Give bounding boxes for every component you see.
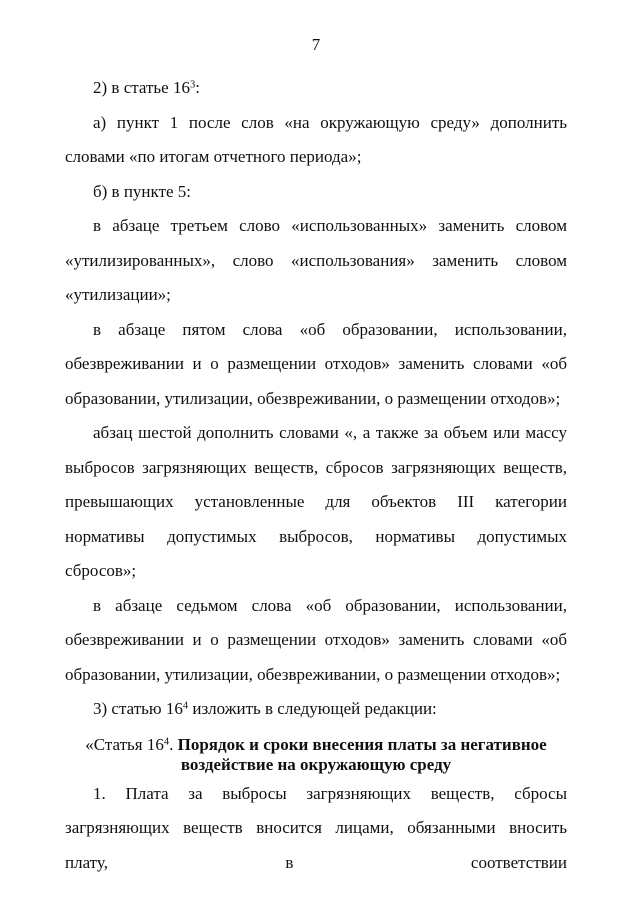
paragraph-subitem-b: б) в пункте 5: xyxy=(93,181,192,201)
paragraph-abzats-7: в абзаце седьмом слова «об образовании, использовании, обезвреживании и о размещении отходов» заменить словами «об образовании, утилизации, обезвреживании, о размещении отходов»; xyxy=(65,595,567,684)
paragraph-subitem-a: а) пункт 1 после слов «на окружающую среду» дополнить словами «по итогам отчетного периода»; xyxy=(65,112,567,166)
superscript: 4 xyxy=(163,736,170,748)
paragraph-abzats-3: в абзаце третьем слово «использованных» заменить словом «утилизированных», слово «использования» заменить словом «утилизации»; xyxy=(65,216,567,304)
paragraph-abzats-5: в абзаце пятом слова «об образовании, использовании, обезвреживании и о размещении отходов» заменить словами «об образовании, утилизации, обезвреживании, о размещении отходов»; xyxy=(65,319,567,408)
superscript: 4 xyxy=(182,700,189,712)
text-run: . xyxy=(169,734,174,754)
article-heading-title: Порядок и сроки внесения платы за негативное воздействие на окружающую среду xyxy=(177,734,547,774)
superscript: 3 xyxy=(189,79,196,91)
paragraph-abzats-6: абзац шестой дополнить словами «, а также за объем или массу выбросов загрязняющих веществ, сбросов загрязняющих веществ, превышающих установленные для объектов III категории нормативы допустимых выбросов, нормативы допустимых сбросов»; xyxy=(65,423,567,580)
document-body xyxy=(65,71,567,880)
text-run: «Статья 16 xyxy=(85,734,164,754)
page-number: 7 xyxy=(311,35,321,54)
paragraph-amend-article-16-4 xyxy=(65,692,567,727)
paragraph-amend-article-16-3 xyxy=(65,71,567,106)
text-run: 2) в статье 16 xyxy=(93,78,190,97)
text-run: : xyxy=(195,78,200,97)
article-heading xyxy=(65,735,567,775)
article-heading-label xyxy=(85,735,173,754)
text-run: 3) статью 16 xyxy=(93,699,183,718)
paragraph-clause-1: 1. Плата за выбросы загрязняющих веществ, сбросы загрязняющих веществ вносится лицами, обязанными вносить плату, в соответствии xyxy=(65,783,567,872)
text-run: изложить в следующей редакции: xyxy=(188,699,437,718)
